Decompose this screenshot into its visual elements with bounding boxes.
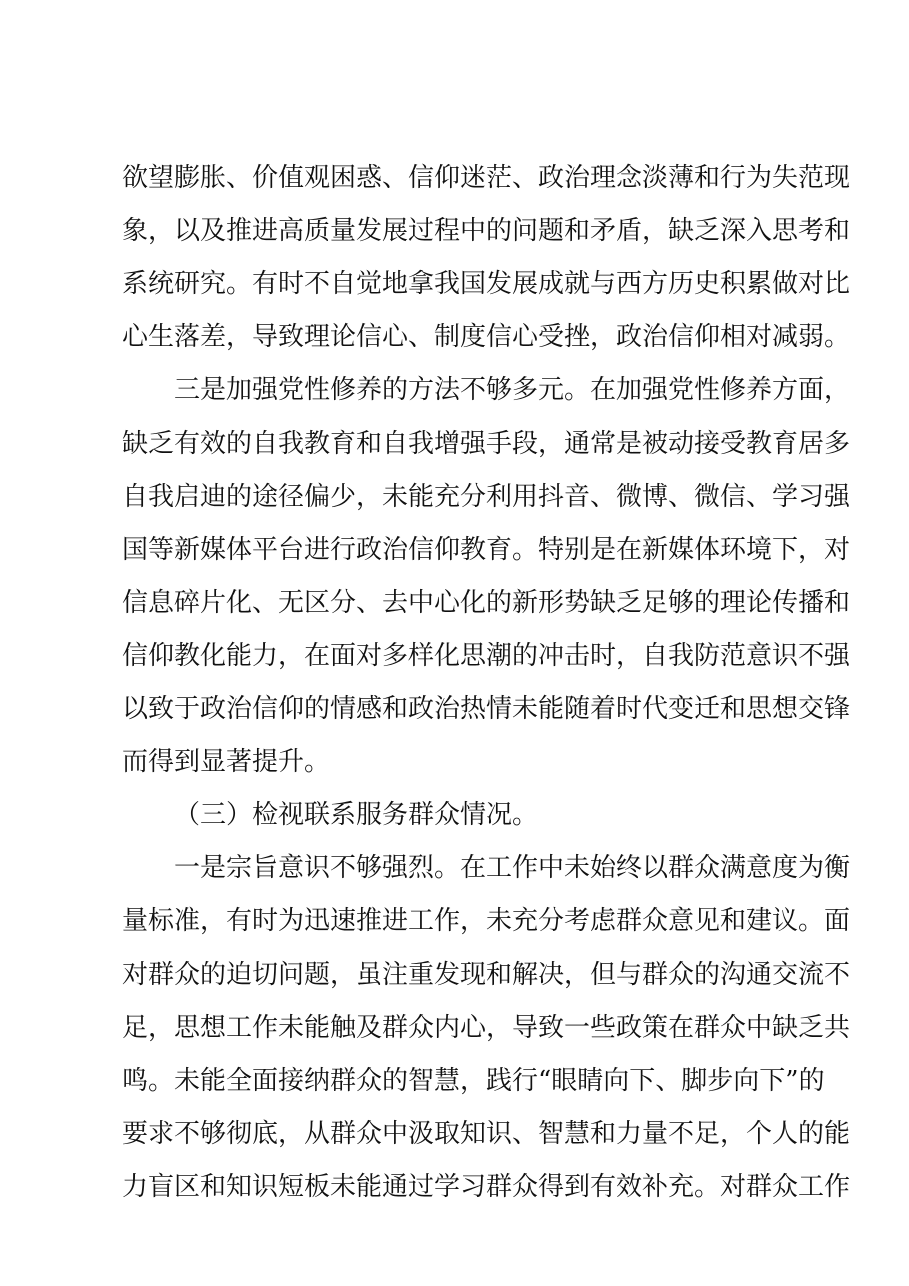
paragraph-first-line: 三是加强党性修养的方法不够多元。在加强党性修养方面， (174, 375, 851, 405)
paragraph-first-line: 一是宗旨意识不够强烈。在工作中未始终以群众满意度为衡 (174, 853, 851, 883)
body-text-line: 以致于政治信仰的情感和政治热情未能随着时代变迁和思想交锋 (122, 694, 851, 724)
body-text-line: 国等新媒体平台进行政治信仰教育。特别是在新媒体环境下，对 (122, 535, 851, 565)
body-text-line: 信仰教化能力，在面对多样化思潮的冲击时，自我防范意识不强 (122, 641, 851, 671)
body-text-line: 象，以及推进高质量发展过程中的问题和矛盾，缺乏深入思考和 (122, 216, 851, 246)
body-text-line: 对群众的迫切问题，虽注重发现和解决，但与群众的沟通交流不 (122, 960, 851, 990)
body-text-line: 力盲区和知识短板未能通过学习群众得到有效补充。对群众工作 (122, 1172, 851, 1202)
body-text-line: 欲望膨胀、价值观困惑、信仰迷茫、政治理念淡薄和行为失范现 (122, 163, 851, 193)
body-text-line: 要求不够彻底，从群众中汲取知识、智慧和力量不足，个人的能 (122, 1119, 851, 1149)
body-text-line: 自我启迪的途径偏少，未能充分利用抖音、微博、微信、学习强 (122, 482, 851, 512)
body-text-line: 鸣。未能全面接纳群众的智慧，践行“眼睛向下、脚步向下”的 (122, 1066, 825, 1096)
body-text-line: 足，思想工作未能触及群众内心，导致一些政策在群众中缺乏共 (122, 1013, 851, 1043)
body-text-line: 心生落差，导致理论信心、制度信心受挫，政治信仰相对减弱。 (122, 322, 851, 352)
body-text-line: 缺乏有效的自我教育和自我增强手段，通常是被动接受教育居多 (122, 429, 851, 459)
body-text-line: 量标准，有时为迅速推进工作，未充分考虑群众意见和建议。面 (122, 906, 851, 936)
body-text-line: 而得到显著提升。 (122, 747, 331, 777)
section-heading: （三）检视联系服务群众情况。 (174, 800, 539, 830)
body-text-line: 系统研究。有时不自觉地拿我国发展成就与西方历史积累做对比 (122, 269, 851, 299)
body-text-line: 信息碎片化、无区分、去中心化的新形势缺乏足够的理论传播和 (122, 588, 851, 618)
